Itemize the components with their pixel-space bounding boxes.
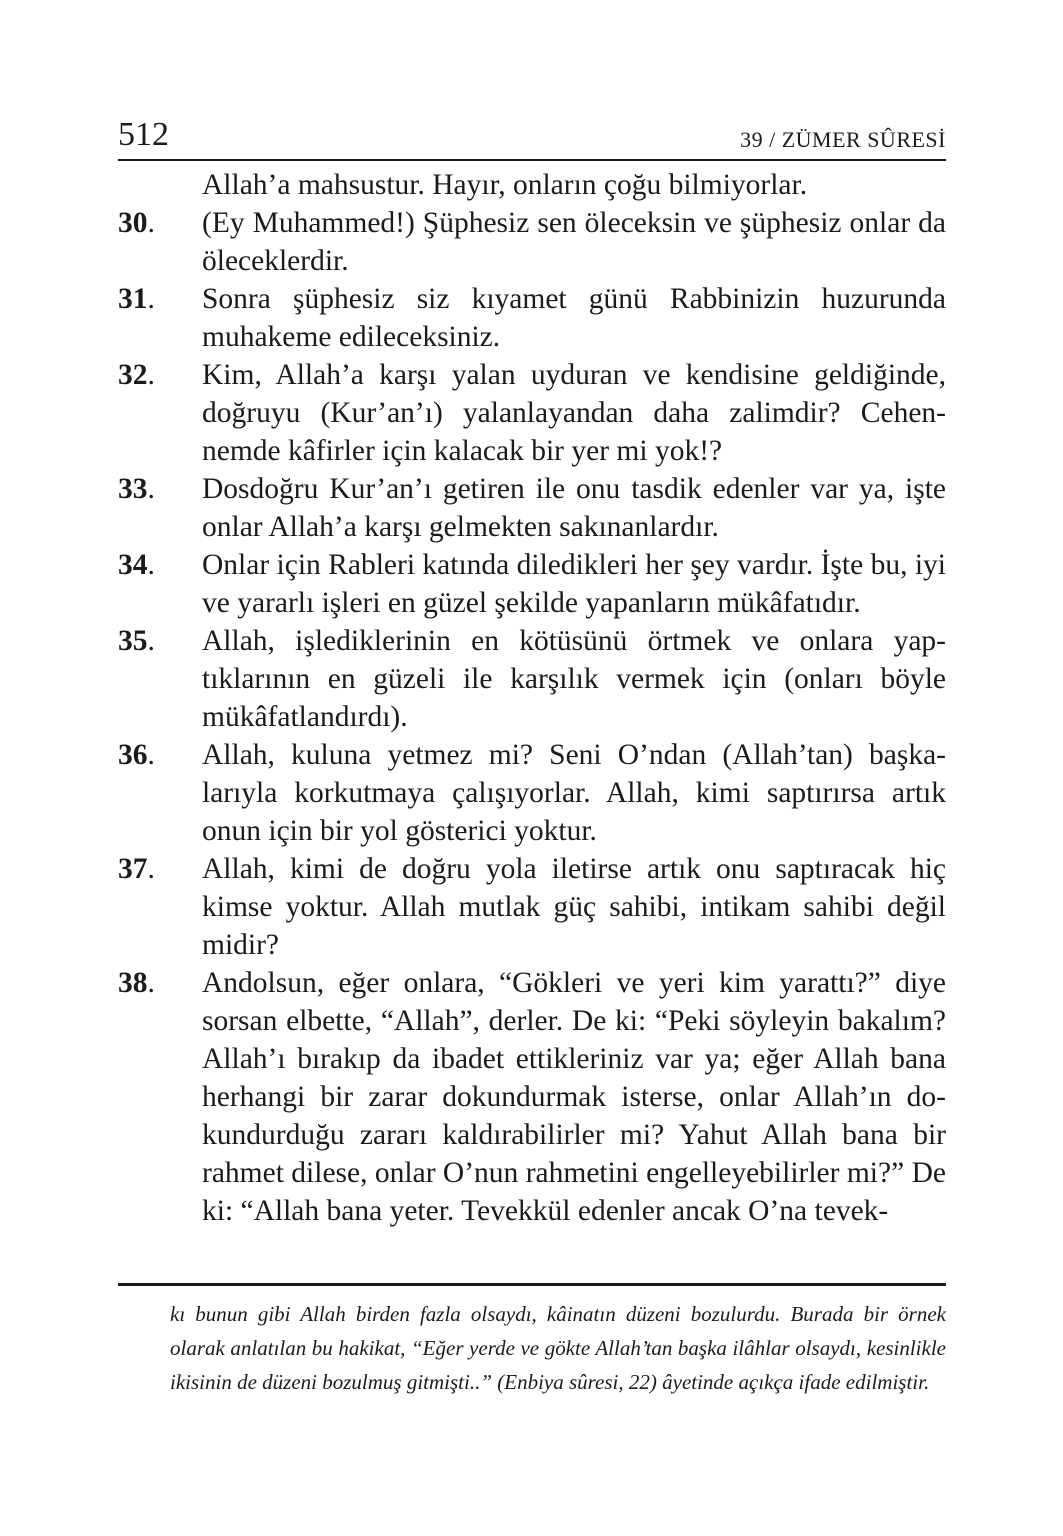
verse-number: 35.	[118, 625, 155, 657]
verse-text: Andolsun, eğer onlara, “Gökleri ve yeri kim yarattı?” diye sorsan elbette, “Allah”, derler. De ki: “Peki söyleyin bakalım? Allah’ı bırakıp da ibadet ettikleriniz var ya; eğer Allah bana herhangi bir zarar dokundurmak isterse, onlar Allah’ın dokundurduğu zararı kaldırabilirler mi? Yahut Allah bana bir rahmet dilese, onlar O’nun rahmetini engelleyebilirler mi?” De ki: “Allah bana yeter. Tevekkül edenler ancak O’na tevek-	[202, 967, 946, 1227]
page-header	[118, 115, 946, 161]
verse-text: Allah, işlediklerinin en kötüsünü örtmek ve onlara yaptıklarının en güzeli ile karşılık vermek için (onları böyle mükâfatlandırdı).	[202, 625, 946, 733]
verse-number: 32.	[118, 359, 155, 391]
page-number: 512	[118, 116, 169, 153]
verse-34	[118, 546, 946, 622]
verse-31	[118, 280, 946, 356]
verse-number: 33.	[118, 473, 155, 505]
footnote-text: kı bunun gibi Allah birden fazla olsaydı, kâinatın düzeni bozulurdu. Burada bir örnek olarak anlatılan bu hakikat, “Eğer yerde ve gökte Allah’tan başka ilâhlar olsaydı, kesinlikle ikisinin de düzeni bozulmuş gitmişti..” (Enbiya sûresi, 22) âyetinde açıkça ifade edilmiştir.	[170, 1302, 946, 1394]
verse-text: Kim, Allah’a karşı yalan uyduran ve kendisine geldiğinde, doğruyu (Kur’an’ı) yalanlayandan daha zalimdir? Cehennemde kâfirler için kalacak bir yer mi yok!?	[202, 359, 946, 467]
verse-36	[118, 736, 946, 850]
verse-list	[118, 166, 946, 1230]
running-title: 39 / ZÜMER SÛRESİ	[740, 127, 946, 152]
verse-30	[118, 204, 946, 280]
footnote-divider	[118, 1283, 946, 1286]
verse-number: 38.	[118, 967, 155, 999]
verse-33	[118, 470, 946, 546]
verse-38	[118, 964, 946, 1230]
continuation-text: Allah’a mahsustur. Hayır, onların çoğu bilmiyorlar.	[202, 169, 808, 201]
verse-number: 31.	[118, 283, 155, 315]
verse-number: 36.	[118, 739, 155, 771]
verse-text: (Ey Muhammed!) Şüphesiz sen öleceksin ve şüphesiz onlar da öleceklerdir.	[202, 207, 946, 277]
verse-text: Allah, kimi de doğru yola iletirse artık onu saptıracak hiç kimse yoktur. Allah mutlak güç sahibi, intikam sahibi değil midir?	[202, 853, 946, 961]
verse-35	[118, 622, 946, 736]
verse-text: Sonra şüphesiz siz kıyamet günü Rabbinizin huzurunda muhakeme edileceksiniz.	[202, 283, 946, 353]
verse-number: 34.	[118, 549, 155, 581]
verse-32	[118, 356, 946, 470]
verse-number: 30.	[118, 207, 155, 239]
verse-37	[118, 850, 946, 964]
verse-text: Onlar için Rableri katında diledikleri her şey vardır. İşte bu, iyi ve yararlı işleri en güzel şekilde yapanların mükâfatıdır.	[202, 549, 946, 619]
verse-number: 37.	[118, 853, 155, 885]
verse-text: Allah, kuluna yetmez mi? Seni O’ndan (Allah’tan) başkalarıyla korkutmaya çalışıyorlar. Allah, kimi saptırırsa artık onun için bir yol gösterici yoktur.	[202, 739, 946, 847]
verse-text: Dosdoğru Kur’an’ı getiren ile onu tasdik edenler var ya, işte onlar Allah’a karşı gelmekten sakınanlardır.	[202, 473, 946, 543]
